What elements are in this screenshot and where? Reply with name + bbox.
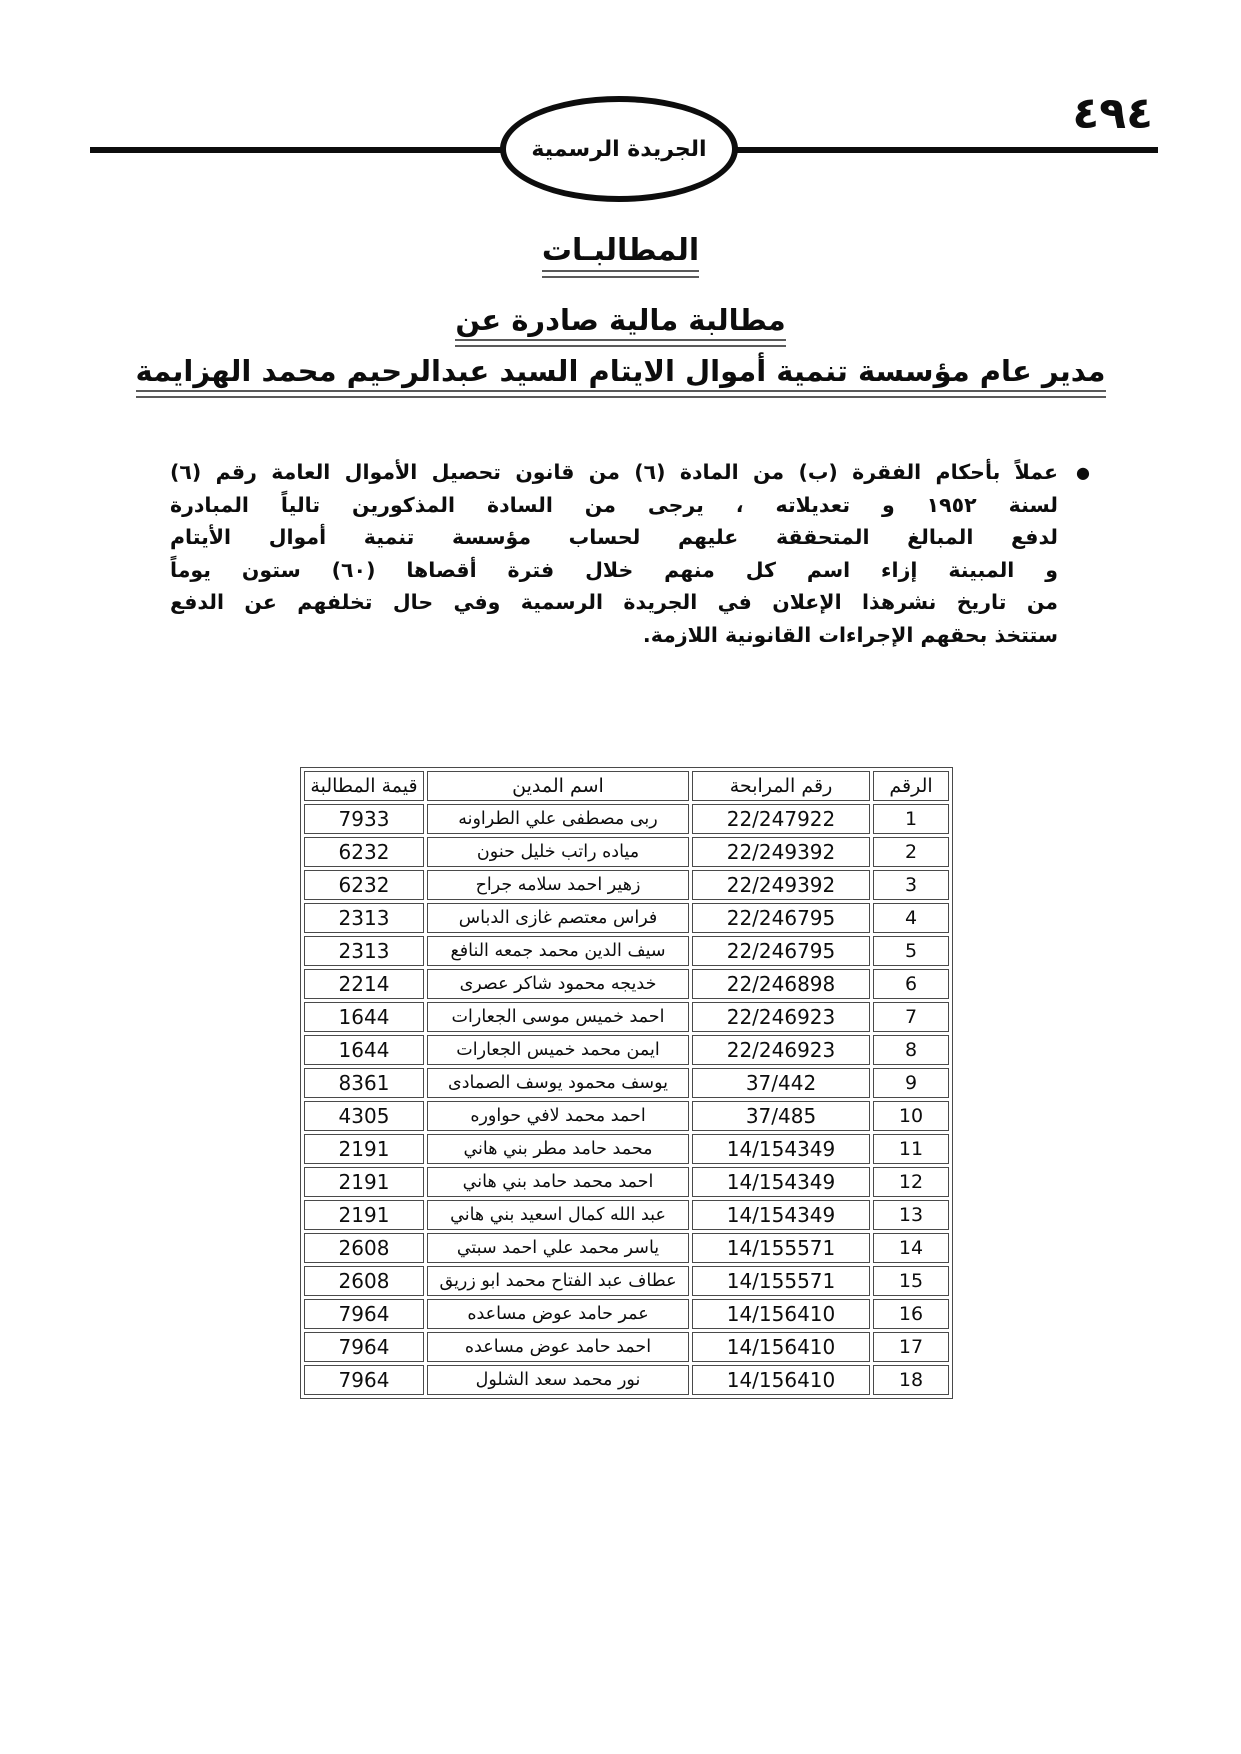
cell-murabaha-number: 14/154349 <box>692 1134 870 1164</box>
cell-claim-value: 2191 <box>304 1134 424 1164</box>
notice-line: لدفع المبالغ المتحققة عليهم لحساب مؤسسة تنمية أموال الأيتام <box>170 525 1058 549</box>
cell-row-number: 15 <box>873 1266 949 1296</box>
cell-murabaha-number: 22/246795 <box>692 903 870 933</box>
cell-debtor-name: خديجه محمود شاكر عصرى <box>427 969 689 999</box>
table-row <box>304 903 949 933</box>
cell-row-number: 4 <box>873 903 949 933</box>
table-row <box>304 1365 949 1395</box>
cell-row-number: 8 <box>873 1035 949 1065</box>
cell-row-number: 18 <box>873 1365 949 1395</box>
table-row <box>304 1134 949 1164</box>
cell-claim-value: 7964 <box>304 1365 424 1395</box>
table-row <box>304 1002 949 1032</box>
table-row <box>304 1167 949 1197</box>
section-title-text: المطالبـات <box>542 233 699 272</box>
table-row <box>304 870 949 900</box>
table-row <box>304 1101 949 1131</box>
cell-murabaha-number: 14/156410 <box>692 1299 870 1329</box>
cell-claim-value: 2191 <box>304 1167 424 1197</box>
header-claim-value: قيمة المطالبة <box>304 771 424 801</box>
cell-debtor-name: زهير احمد سلامه جراح <box>427 870 689 900</box>
cell-murabaha-number: 37/485 <box>692 1101 870 1131</box>
cell-row-number: 5 <box>873 936 949 966</box>
cell-debtor-name: عمر حامد عوض مساعده <box>427 1299 689 1329</box>
cell-claim-value: 8361 <box>304 1068 424 1098</box>
bullet-icon: ● <box>1076 463 1090 482</box>
claims-table <box>300 767 953 1399</box>
claim-title <box>0 303 1241 347</box>
table-row <box>304 1233 949 1263</box>
cell-debtor-name: احمد خميس موسى الجعارات <box>427 1002 689 1032</box>
cell-claim-value: 2608 <box>304 1233 424 1263</box>
notice-line: لسنة ١٩٥٢ و تعديلاته ، يرجى من السادة المذكورين تالياً المبادرة <box>170 492 1058 517</box>
cell-claim-value: 6232 <box>304 870 424 900</box>
table-row <box>304 936 949 966</box>
claims-table-body <box>304 804 949 1395</box>
table-row <box>304 1266 949 1296</box>
cell-debtor-name: احمد محمد حامد بني هاني <box>427 1167 689 1197</box>
cell-murabaha-number: 22/246923 <box>692 1035 870 1065</box>
claim-title-text: مطالبة مالية صادرة عن <box>455 303 785 341</box>
table-row <box>304 1332 949 1362</box>
cell-row-number: 1 <box>873 804 949 834</box>
cell-debtor-name: ربى مصطفى علي الطراونه <box>427 804 689 834</box>
cell-row-number: 7 <box>873 1002 949 1032</box>
cell-claim-value: 2608 <box>304 1266 424 1296</box>
cell-claim-value: 7933 <box>304 804 424 834</box>
cell-claim-value: 6232 <box>304 837 424 867</box>
cell-debtor-name: احمد حامد عوض مساعده <box>427 1332 689 1362</box>
cell-claim-value: 2191 <box>304 1200 424 1230</box>
cell-murabaha-number: 22/247922 <box>692 804 870 834</box>
cell-murabaha-number: 22/246795 <box>692 936 870 966</box>
cell-debtor-name: ايمن محمد خميس الجعارات <box>427 1035 689 1065</box>
cell-murabaha-number: 14/156410 <box>692 1332 870 1362</box>
cell-claim-value: 4305 <box>304 1101 424 1131</box>
table-row <box>304 1200 949 1230</box>
cell-debtor-name: فراس معتصم غازى الدباس <box>427 903 689 933</box>
cell-claim-value: 2214 <box>304 969 424 999</box>
notice-paragraph <box>170 456 1090 651</box>
cell-debtor-name: يوسف محمود يوسف الصمادى <box>427 1068 689 1098</box>
cell-murabaha-number: 14/156410 <box>692 1365 870 1395</box>
table-row <box>304 1299 949 1329</box>
cell-debtor-name: محمد حامد مطر بني هاني <box>427 1134 689 1164</box>
notice-line: و المبينة إزاء اسم كل منهم خلال فترة أقصاها (٦٠) ستون يوماً <box>170 557 1058 582</box>
table-row <box>304 804 949 834</box>
cell-debtor-name: عطاف عبد الفتاح محمد ابو زريق <box>427 1266 689 1296</box>
cell-debtor-name: ياسر محمد علي احمد سبتي <box>427 1233 689 1263</box>
cell-murabaha-number: 14/155571 <box>692 1233 870 1263</box>
cell-claim-value: 7964 <box>304 1332 424 1362</box>
cell-row-number: 2 <box>873 837 949 867</box>
cell-murabaha-number: 22/246898 <box>692 969 870 999</box>
notice-line: من تاريخ نشرهذا الإعلان في الجريدة الرسمية وفي حال تخلفهم عن الدفع <box>170 590 1058 614</box>
header-debtor-name: اسم المدين <box>427 771 689 801</box>
notice-line: ستتخذ بحقهم الإجراءات القانونية اللازمة. <box>642 622 1058 647</box>
cell-row-number: 10 <box>873 1101 949 1131</box>
cell-murabaha-number: 22/246923 <box>692 1002 870 1032</box>
cell-claim-value: 2313 <box>304 936 424 966</box>
table-row <box>304 1035 949 1065</box>
table-header-row <box>304 771 949 801</box>
cell-row-number: 13 <box>873 1200 949 1230</box>
issuer-title-text: مدير عام مؤسسة تنمية أموال الايتام السيد عبدالرحيم محمد الهزايمة <box>136 354 1106 392</box>
cell-row-number: 12 <box>873 1167 949 1197</box>
page-number: ٤٩٤ <box>1072 88 1153 139</box>
cell-row-number: 9 <box>873 1068 949 1098</box>
cell-debtor-name: سيف الدين محمد جمعه النافع <box>427 936 689 966</box>
cell-claim-value: 2313 <box>304 903 424 933</box>
cell-murabaha-number: 22/249392 <box>692 870 870 900</box>
cell-row-number: 6 <box>873 969 949 999</box>
cell-row-number: 14 <box>873 1233 949 1263</box>
notice-lines <box>170 456 1058 651</box>
cell-claim-value: 7964 <box>304 1299 424 1329</box>
gazette-badge <box>500 96 738 202</box>
notice-line: عملاً بأحكام الفقرة (ب) من المادة (٦) من قانون تحصيل الأموال العامة رقم (٦) <box>170 460 1058 484</box>
header-row-number: الرقم <box>873 771 949 801</box>
cell-murabaha-number: 14/154349 <box>692 1200 870 1230</box>
cell-row-number: 16 <box>873 1299 949 1329</box>
cell-claim-value: 1644 <box>304 1002 424 1032</box>
cell-debtor-name: عبد الله كمال اسعيد بني هاني <box>427 1200 689 1230</box>
cell-murabaha-number: 14/155571 <box>692 1266 870 1296</box>
cell-row-number: 17 <box>873 1332 949 1362</box>
header-murabaha-number: رقم المرابحة <box>692 771 870 801</box>
cell-murabaha-number: 37/442 <box>692 1068 870 1098</box>
table-row <box>304 1068 949 1098</box>
cell-murabaha-number: 22/249392 <box>692 837 870 867</box>
cell-murabaha-number: 14/154349 <box>692 1167 870 1197</box>
cell-debtor-name: احمد محمد لافي حواوره <box>427 1101 689 1131</box>
cell-row-number: 3 <box>873 870 949 900</box>
issuer-title <box>0 354 1241 398</box>
section-title <box>0 233 1241 278</box>
cell-row-number: 11 <box>873 1134 949 1164</box>
gazette-badge-label: الجريدة الرسمية <box>531 136 707 162</box>
claims-table-head <box>304 771 949 801</box>
table-row <box>304 969 949 999</box>
cell-claim-value: 1644 <box>304 1035 424 1065</box>
table-row <box>304 837 949 867</box>
cell-debtor-name: نور محمد سعد الشلول <box>427 1365 689 1395</box>
cell-debtor-name: مياده راتب خليل حنون <box>427 837 689 867</box>
